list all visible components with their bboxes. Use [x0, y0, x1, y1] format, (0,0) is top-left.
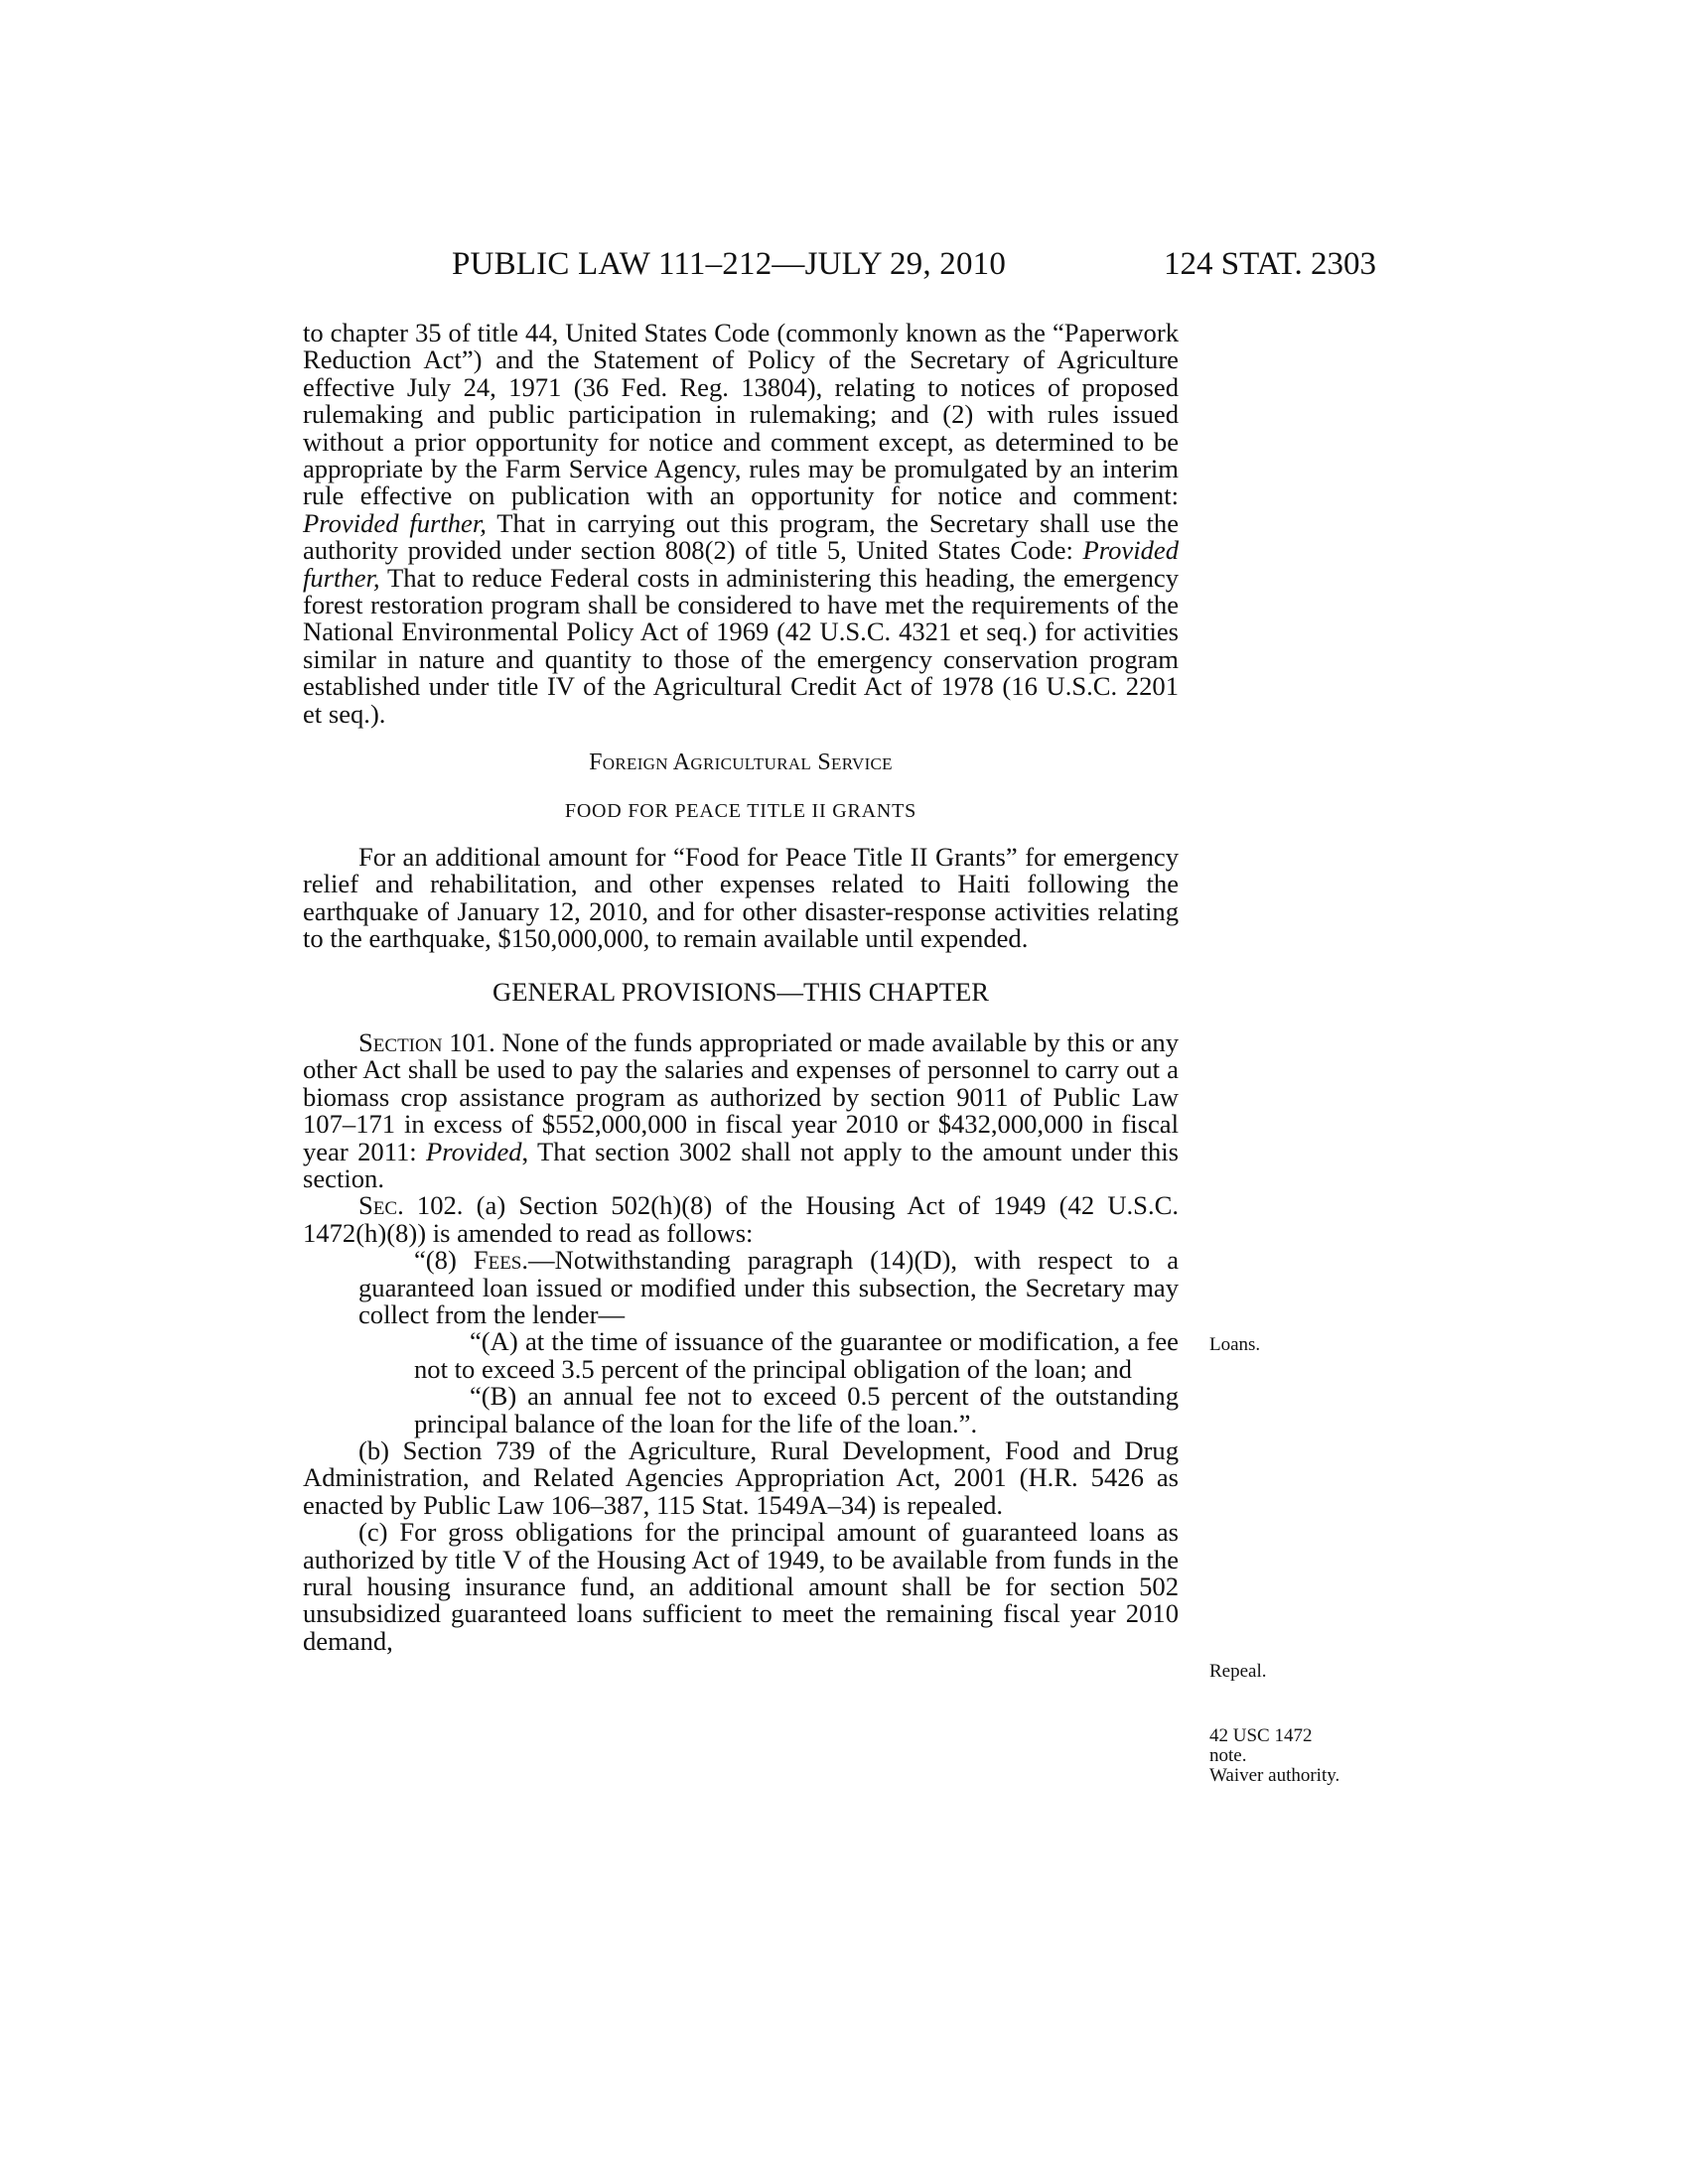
- section-101: Section 101. None of the funds appropriated or made available by this or any other Act shall be used to pay the salaries and expenses of personnel to carry out a biomass crop assistance program as authorized by section 9011 of Public Law 107–171 in excess of $552,000,000 in fiscal year 2010 or $432,000,000 in fiscal year 2011: Provided, That section 3002 shall not apply to the amount under this section.: [303, 1026, 1179, 1193]
- running-head: [298, 246, 1376, 290]
- food-for-peace-paragraph: For an additional amount for “Food for Peace Title II Grants” for emergency relief and rehabilitation, and other expenses related to Haiti following the earthquake of January 12, 2010, and for other disaster-response activities relating to the earthquake, $150,000,000, to remain available until expended.: [303, 841, 1179, 954]
- continued-paragraph: to chapter 35 of title 44, United States Code (commonly known as the “Paperwork Reduction Act”) and the Statement of Policy of the Secretary of Agriculture effective July 24, 1971 (36 Fed. Reg. 13804), relating to notices of proposed rulemaking and public participation in rulemaking; and (2) with rules issued without a prior opportunity for notice and comment except, as determined to be appropriate by the Farm Service Agency, rules may be promulgated by an interim rule effective on publication with an opportunity for notice and comment: Provided further, That in carrying out this program, the Secretary shall use the authority provided under section 808(2) of title 5, United States Code: Provided further, That to reduce Federal costs in administering this heading, the emergency forest restoration program shall be considered to have met the requirements of the National Environmental Policy Act of 1969 (42 U.S.C. 4321 et seq.) for activities similar in nature and quantity to those of the emergency conservation program established under title IV of the Agricultural Credit Act of 1978 (16 U.S.C. 2201 et seq.).: [303, 318, 1179, 729]
- page-body: [303, 320, 1179, 1655]
- statute-page-number: 124 STAT. 2303: [1163, 246, 1376, 282]
- agency-heading: Foreign Agricultural Service: [589, 750, 893, 776]
- provided-further-2: Provided further,: [303, 535, 1179, 593]
- margin-note-usc: 42 USC 1472 note. Waiver authority.: [1209, 1725, 1340, 1786]
- law-title: PUBLIC LAW 111–212—JULY 29, 2010: [452, 246, 1007, 282]
- fee-b: “(B) an annual fee not to exceed 0.5 percent of the outstanding principal balance of the loan for the life of the loan.”.: [414, 1381, 1179, 1438]
- margin-note-repeal: Repeal.: [1209, 1661, 1267, 1682]
- section-102-c: (c) For gross obligations for the principal amount of guaranteed loans as authorized by title V of the Housing Act of 1949, to be available from funds in the rural housing insurance fund, an additional amount shall be for section 502 unsubsidized guaranteed loans sufficient to meet the remaining fiscal year 2010 demand,: [303, 1517, 1179, 1656]
- account-heading: FOOD FOR PEACE TITLE II GRANTS: [564, 799, 917, 822]
- margin-note-loans: Loans.: [1209, 1334, 1261, 1355]
- section-102-a: Sec. 102. (a) Section 502(h)(8) of the Housing Act of 1949 (42 U.S.C. 1472(h)(8)) is amended to read as follows:: [303, 1190, 1179, 1248]
- section-102-b: (b) Section 739 of the Agriculture, Rural Development, Food and Drug Administration, and Related Agencies Appropriation Act, 2001 (H.R. 5426 as enacted by Public Law 106–387, 115 Stat. 1549A–34) is repealed.: [303, 1435, 1179, 1520]
- provided-further-1: Provided further,: [303, 507, 487, 538]
- general-provisions-heading: GENERAL PROVISIONS—THIS CHAPTER: [492, 976, 989, 1007]
- section-102-fees: “(8) Fees.—Notwithstanding paragraph (14)(D), with respect to a guaranteed loan issued or modified under this subsection, the Secretary may collect from the lender—: [358, 1245, 1180, 1329]
- fee-a: “(A) at the time of issuance of the guarantee or modification, a fee not to exceed 3.5 percent of the principal obligation of the loan; and: [414, 1326, 1179, 1384]
